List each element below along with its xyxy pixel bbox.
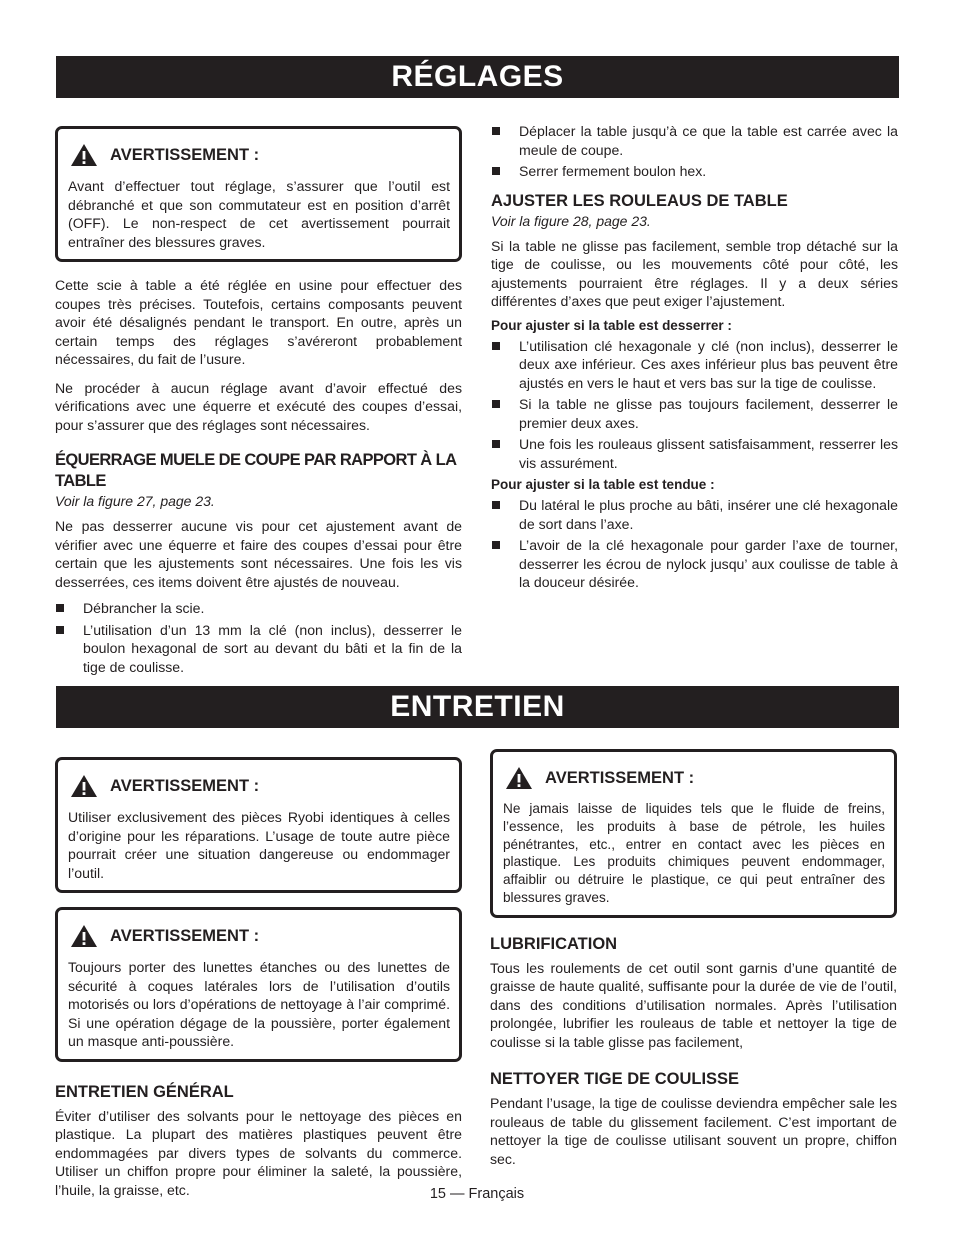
list-item: Une fois les rouleaus glissent satisfaisamment, resserrer les vis assurément. (491, 435, 898, 472)
list-item: L’avoir de la clé hexagonale pour garder l’axe de tourner, desserrer les écrou de nylock jusqu’ aux coulisse de table à la douceur désirée. (491, 536, 898, 592)
warning-title: AVERTISSEMENT : (110, 776, 260, 795)
list-item: Du latéral le plus proche au bâti, insérer une clé hexagonale de sort dans l’axe. (491, 496, 898, 533)
sub-heading: Pour ajuster si la table est tendue : (491, 477, 715, 492)
section-paragraph: Si la table ne glisse pas facilement, semble trop détaché sur la tige de coulisse, ou les mouvements côté pour côté, les ajustements pourraient être réglages. Il y a deux séries différentes d’axes que peut exiger l’ajustement. (491, 237, 898, 309)
section-paragraph: Ne pas desserrer aucune vis pour cet ajustement avant de vérifier avec une équerre et faire des coupes d’essai pour être certain que les ajustements sont nécessaires. Une fois les vis desserrées, ces items doivent être ajustés de nouveau. (55, 518, 462, 590)
section-heading: NETTOYER TIGE DE COULISSE (490, 1070, 740, 1089)
warning-text: Utiliser exclusivement des pièces Ryobi identiques à celles d’origine pour les réparations. L’usage de toute autre pièce pourrait créer une situation dangereuse ou endommager l’outil. (68, 809, 450, 881)
section-heading: AJUSTER LES ROULEAUS DE TABLE (491, 191, 788, 210)
entretien-right-column (490, 749, 897, 1178)
warning-triangle-icon (70, 774, 98, 798)
list-item: Débrancher la scie. (55, 599, 462, 618)
list-item: Si la table ne glisse pas toujours facilement, desserrer le premier deux axes. (491, 395, 898, 432)
warning-box (55, 907, 462, 1062)
section-paragraph: Pendant l’usage, la tige de coulisse deviendra empêcher sale les rouleaus de table du glissement facilement. C’est important de nettoyer la tige de coulisse utilisant souvent un propre, chiffon sec. (490, 1095, 897, 1167)
sub-heading: Pour ajuster si la table est desserrer : (491, 317, 732, 333)
reglages-left-column (55, 126, 462, 684)
warning-box (490, 749, 897, 918)
list-item: L’utilisation d’un 13 mm la clé (non inclus), desserrer le boulon hexagonal de sort au devant du bâti et la fin de la tige de coulisse. (55, 621, 462, 677)
bullet-list (491, 496, 898, 592)
section-heading: ENTRETIEN GÉNÉRAL (55, 1082, 234, 1101)
entretien-left-column (55, 757, 462, 1209)
warning-title: AVERTISSEMENT : (110, 926, 260, 945)
intro-paragraph: Ne procéder à aucun réglage avant d’avoir effectué des vérifications avec une équerre et exécuté des coupes d’essai, pour s’assurer que des réglages sont nécessaires. (55, 379, 462, 433)
warning-text: Toujours porter des lunettes étanches ou des lunettes de sécurité à coques latérales lors de l’utilisation d’outils motorisés ou lors d’opérations de nettoyage à l’air comprimé. Si une opération dégage de la poussière, porter également un masque anti-poussière. (68, 959, 450, 1049)
bullet-list (491, 122, 898, 181)
bullet-list (491, 337, 898, 473)
section-banner-entretien: ENTRETIEN (56, 686, 899, 728)
warning-box (55, 757, 462, 893)
warning-text: Ne jamais laisse de liquides tels que le fluide de freins, l’essence, les produits à base de pétrole, les huiles pénétrantes, etc., entrer en contact avec les pièces en plastique. Les produits chimiques peuvent endommager, affaiblir ou détruire le plastique, ce qui peut entraîner des blessures graves. (503, 801, 885, 905)
page-footer: 15 — Français (429, 1186, 525, 1202)
intro-paragraph: Cette scie à table a été réglée en usine pour effectuer des coupes très précises. Toutefois, certains composants peuvent avoir été désalignés pendant le transport. En outre, après un certain temps des réglages s’avéreront probablement nécessaires, du fait de l’usure. (55, 277, 462, 367)
list-item: Serrer fermement boulon hex. (491, 162, 898, 181)
figure-reference: Voir la figure 28, page 23. (491, 212, 651, 229)
warning-triangle-icon (505, 766, 533, 790)
warning-box (55, 126, 462, 262)
figure-reference: Voir la figure 27, page 23. (55, 493, 215, 509)
warning-triangle-icon (70, 143, 98, 167)
section-banner-reglages: RÉGLAGES (56, 56, 899, 98)
warning-triangle-icon (70, 924, 98, 948)
bullet-list (55, 599, 462, 676)
list-item: L’utilisation clé hexagonale y clé (non inclus), desserrer le deux axe inférieur. Ces axes inférieur plus bas peuvent être ajustés en vers le haut et vers bas sur la tige de coulisse. (491, 337, 898, 393)
section-heading: LUBRIFICATION (490, 934, 618, 953)
warning-title: AVERTISSEMENT : (545, 768, 695, 787)
section-paragraph: Tous les roulements de cet outil sont garnis d’une quantité de graisse de haute qualité, suffisante pour la durée de vie de l’outil, dans des conditions d’utilisation normales. Après l’utilisation prolongée, lubrifier les rouleaus de table et nettoyer la tige de coulisse si la table glisse pas facilement, (490, 959, 897, 1050)
reglages-right-column (491, 122, 898, 600)
warning-text: Avant d’effectuer tout réglage, s’assurer que l’outil est débranché et que son commutateur est en position d’arrêt (OFF). Le non-respect de cet avertissement pourrait entraîner des blessures graves. (68, 178, 450, 250)
list-item: Déplacer la table jusqu’à ce que la table est carrée avec la meule de coupe. (491, 122, 898, 159)
section-paragraph: Éviter d’utiliser des solvants pour le nettoyage des pièces en plastique. La plupart des matières plastiques peuvent être endommagées par divers types de solvants du commerce. Utiliser un chiffon propre pour éliminer la saleté, la poussière, l’huile, la graisse, etc. (55, 1107, 462, 1198)
section-heading: ÉQUERRAGE MUELE DE COUPE PAR RAPPORT À LA TABLE (55, 451, 456, 490)
warning-title: AVERTISSEMENT : (110, 145, 260, 164)
